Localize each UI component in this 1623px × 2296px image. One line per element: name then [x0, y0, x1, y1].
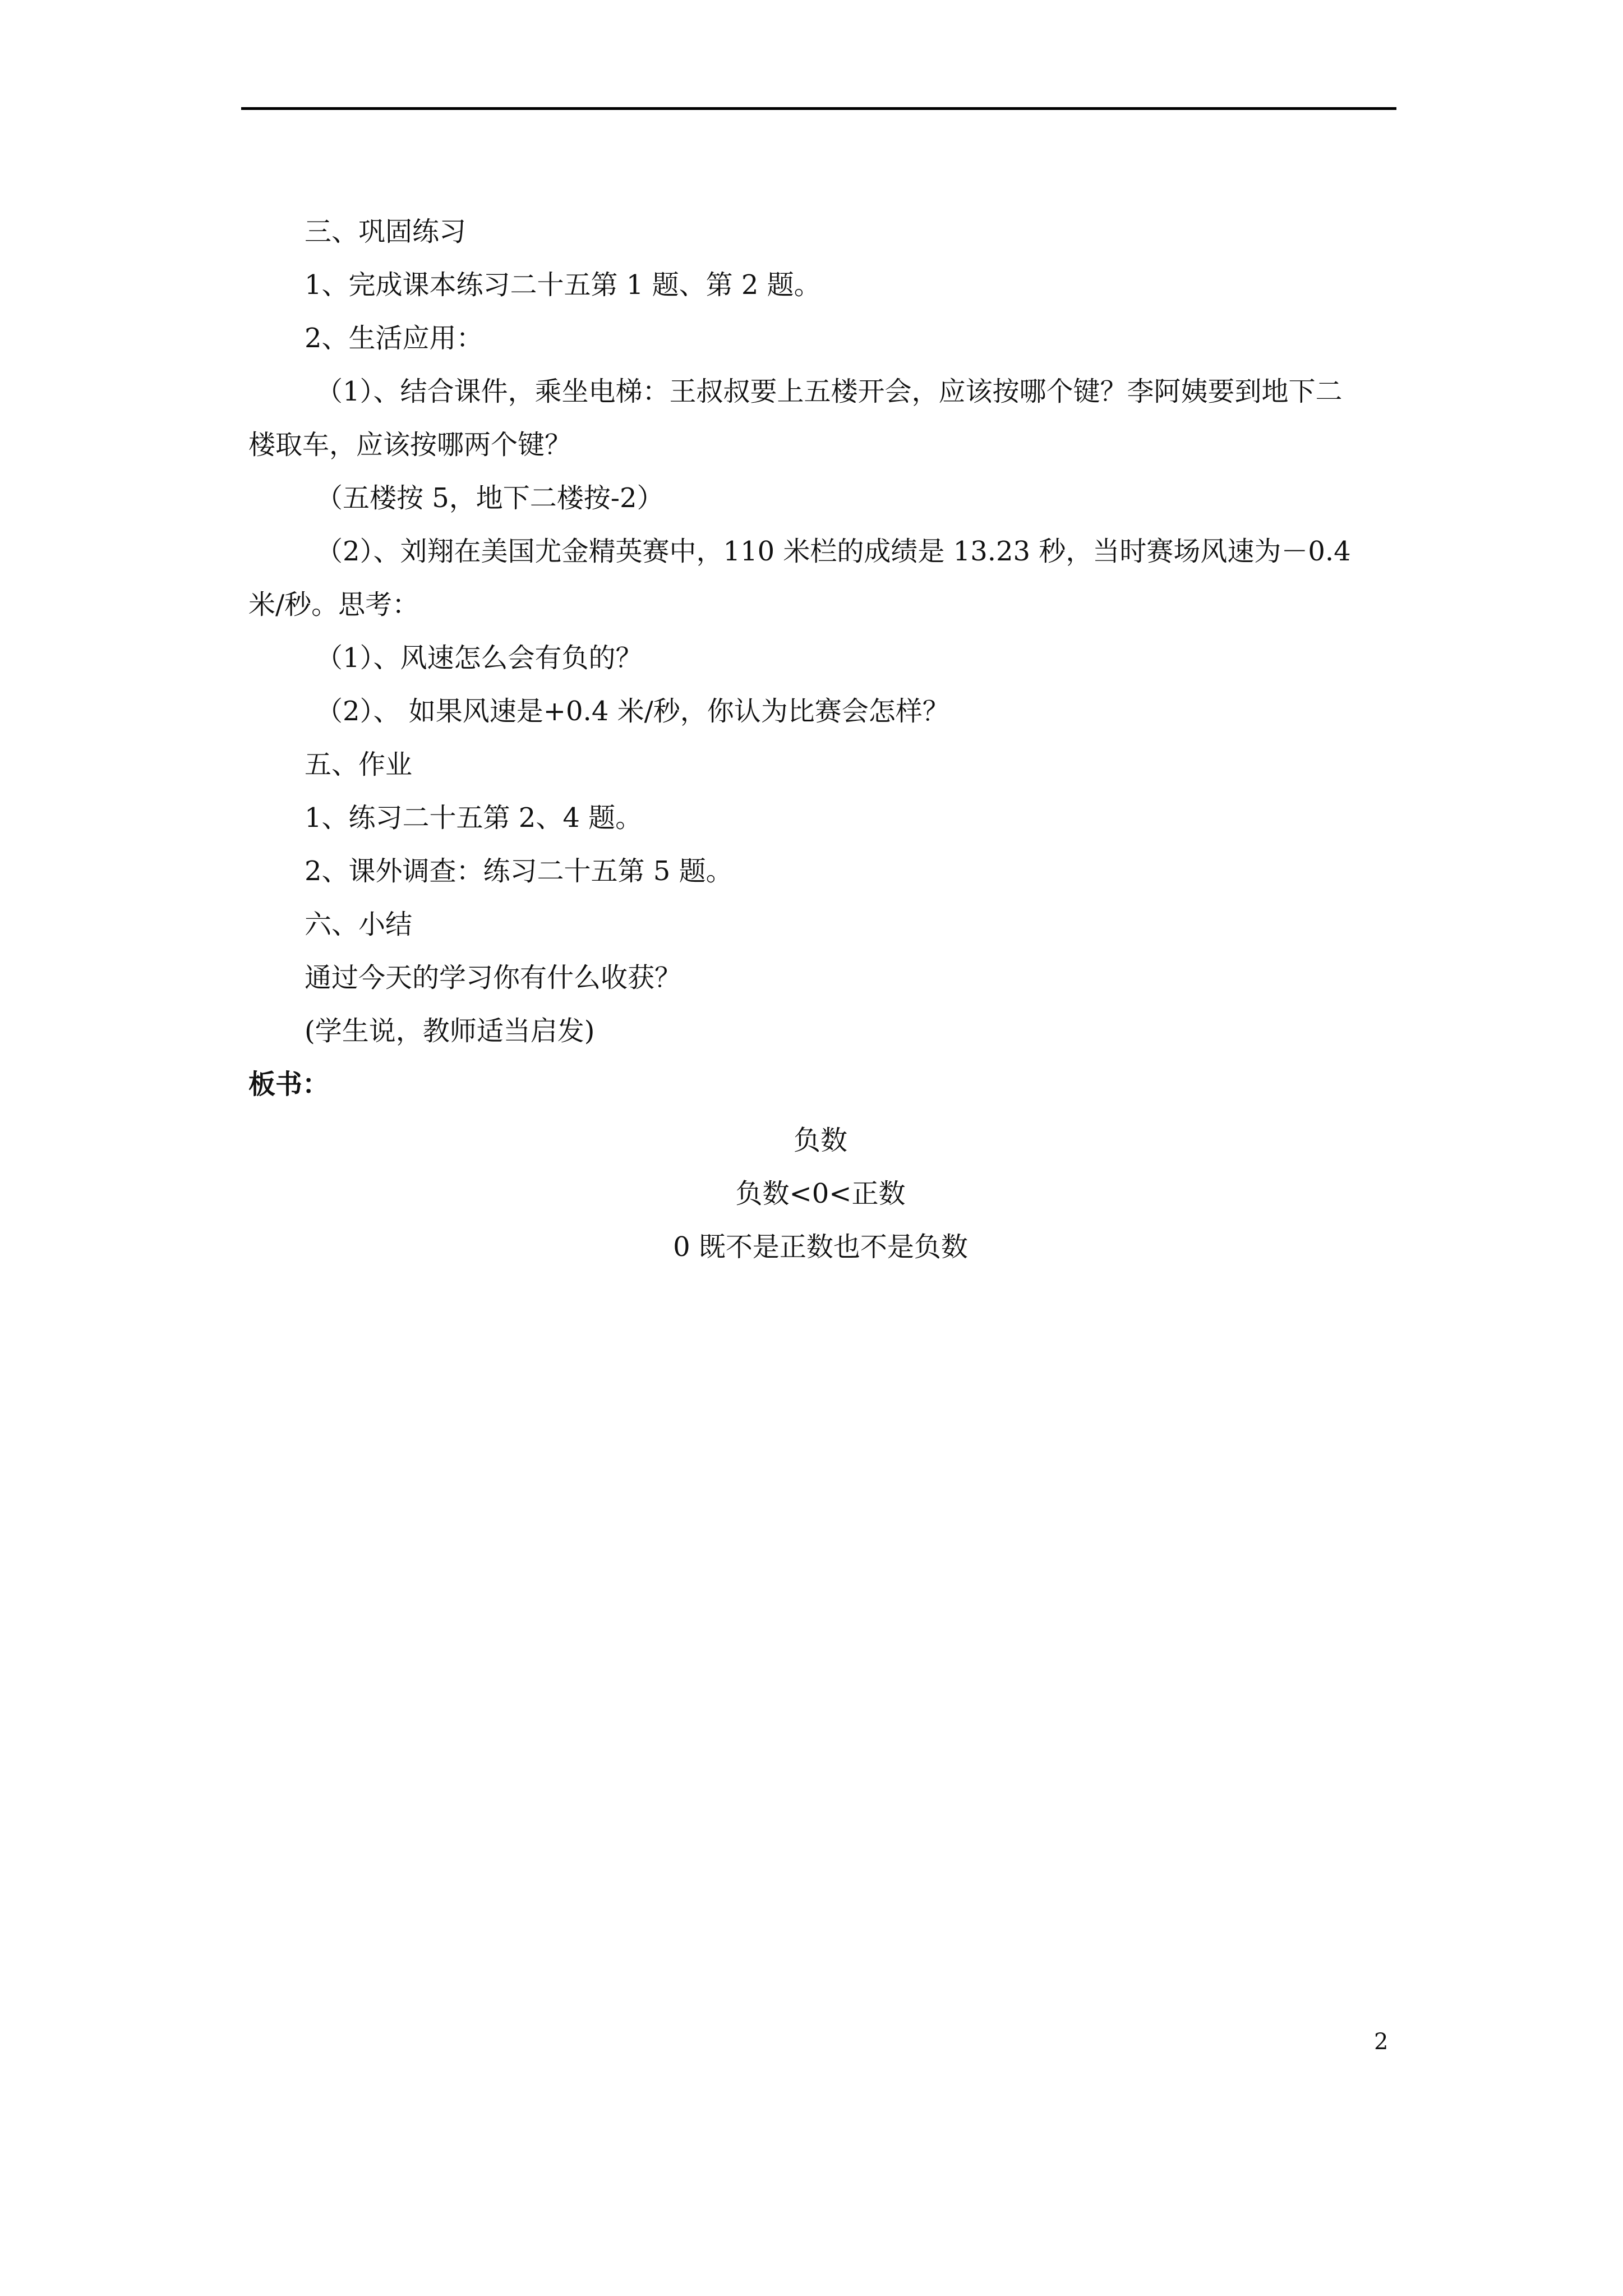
paragraph-continuation: 楼取车，应该按哪两个键？: [248, 429, 572, 461]
section-heading-summary: 六、小结: [305, 909, 413, 940]
paragraph: (学生说，教师适当启发): [305, 1015, 595, 1047]
paragraph: 2、课外调查：练习二十五第 5 题。: [305, 855, 733, 887]
paragraph: 通过今天的学习你有什么收获？: [305, 962, 682, 993]
paragraph: 1、完成课本练习二十五第 1 题、第 2 题。: [305, 269, 821, 301]
board-line: 负数: [793, 1125, 847, 1156]
section-heading-practice: 三、巩固练习: [305, 216, 467, 247]
page-number: 2: [1374, 2029, 1389, 2055]
section-heading-homework: 五、作业: [305, 749, 413, 780]
paragraph-continuation: 米/秒。思考：: [248, 589, 419, 620]
paragraph: （1）、风速怎么会有负的？: [316, 642, 643, 674]
paragraph: 1、练习二十五第 2、4 题。: [305, 802, 643, 834]
paragraph: （2）、 如果风速是+0.4 米/秒，你认为比赛会怎样？: [316, 696, 949, 727]
paragraph: （五楼按 5，地下二楼按-2）: [316, 482, 664, 514]
board-line: 负数<0<正数: [735, 1178, 906, 1209]
paragraph: （2）、刘翔在美国尤金精英赛中，110 米栏的成绩是 13.23 秒，当时赛场风速为－0.4: [316, 536, 1351, 567]
header-rule: [241, 107, 1396, 110]
paragraph: 2、生活应用：: [305, 323, 483, 354]
paragraph: （1）、结合课件，乘坐电梯：王叔叔要上五楼开会，应该按哪个键？李阿姨要到地下二: [316, 376, 1343, 407]
board-line: 0 既不是正数也不是负数: [673, 1231, 968, 1263]
board-label: 板书：: [248, 1069, 330, 1100]
